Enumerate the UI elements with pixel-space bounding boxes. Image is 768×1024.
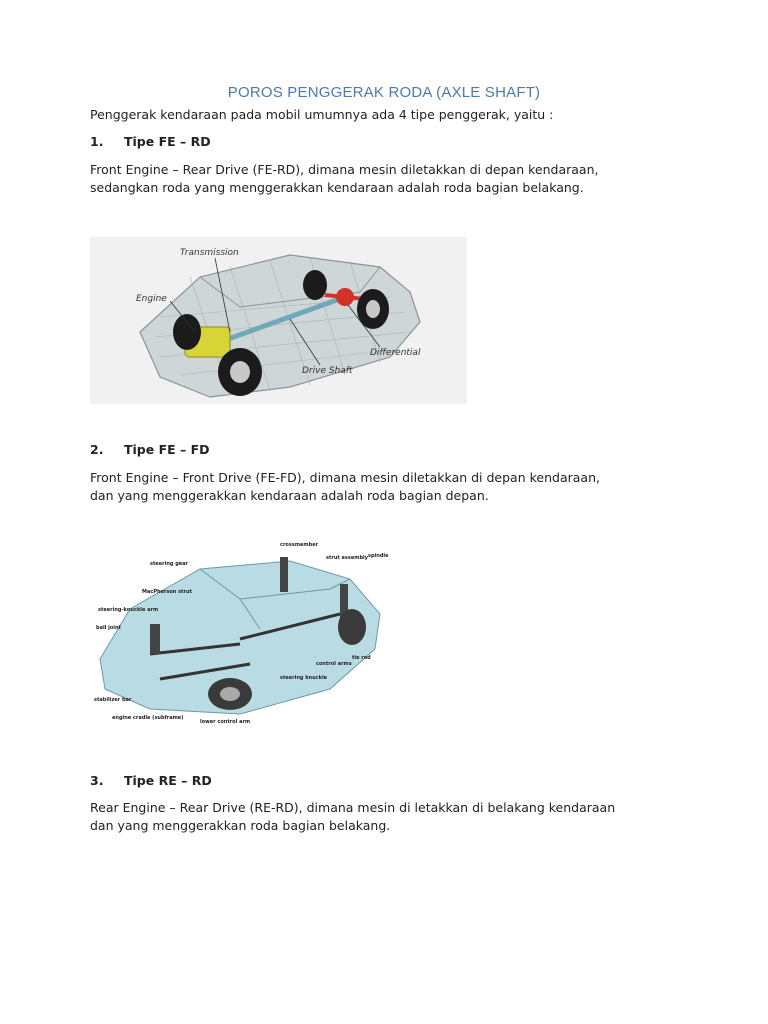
label-differential: Differential	[370, 348, 421, 358]
figure-fe-rd-car	[90, 237, 467, 404]
figure-fe-fd-car	[90, 539, 391, 735]
label-drive-shaft: Drive Shaft	[302, 366, 353, 376]
section-1-heading	[90, 134, 211, 149]
section-3-heading	[90, 773, 212, 788]
fe-rd-drivetrain-illustration	[90, 237, 467, 404]
section-1-title: Tipe FE – RD	[124, 134, 211, 149]
label-ball-joint: ball joint	[96, 625, 121, 631]
section-2-line-1: Front Engine – Front Drive (FE-FD), dimana mesin diletakkan di depan kendaraan,	[90, 470, 600, 485]
section-2-heading	[90, 442, 210, 457]
section-2-number: 2.	[90, 442, 104, 457]
section-1-line-2: sedangkan roda yang menggerakkan kendaraan adalah roda bagian belakang.	[90, 180, 584, 195]
section-1-paragraph	[90, 161, 690, 197]
label-spindle: spindle	[368, 553, 389, 559]
label-tie-rod: tie rod	[352, 655, 371, 661]
label-strut-assembly: strut assembly	[326, 555, 369, 561]
label-macpherson-strut: MacPherson strut	[142, 589, 192, 595]
label-steering-knuckle-arm: steering-knuckle arm	[98, 607, 159, 613]
section-1-line-1: Front Engine – Rear Drive (FE-RD), dimana mesin diletakkan di depan kendaraan,	[90, 162, 599, 177]
section-2-paragraph	[90, 469, 690, 505]
label-steering-knuckle: steering knuckle	[280, 675, 328, 681]
section-3-line-2: dan yang menggerakkan roda bagian belakang.	[90, 818, 391, 833]
section-3-line-1: Rear Engine – Rear Drive (RE-RD), dimana mesin di letakkan di belakang kendaraan	[90, 800, 616, 815]
section-1-number: 1.	[90, 134, 104, 149]
label-engine: Engine	[136, 294, 167, 304]
section-3-number: 3.	[90, 773, 104, 788]
label-steering-gear: steering gear	[150, 561, 189, 567]
section-3-paragraph	[90, 799, 690, 835]
fe-fd-suspension-illustration	[90, 539, 391, 735]
label-transmission: Transmission	[180, 248, 239, 258]
label-stabilizer-bar: stabilizer bar	[94, 697, 132, 703]
label-engine-cradle: engine cradle (subframe)	[112, 715, 184, 721]
label-crossmember: crossmember	[280, 542, 319, 548]
label-control-arms: control arms	[316, 661, 352, 667]
section-2-title: Tipe FE – FD	[124, 442, 210, 457]
intro-paragraph: Penggerak kendaraan pada mobil umumnya ada 4 tipe penggerak, yaitu :	[90, 107, 554, 122]
section-3-title: Tipe RE – RD	[124, 773, 212, 788]
label-lower-control-arm: lower control arm	[200, 719, 251, 725]
page-title: POROS PENGGERAK RODA (AXLE SHAFT)	[227, 84, 541, 101]
section-2-line-2: dan yang menggerakkan kendaraan adalah roda bagian depan.	[90, 488, 489, 503]
